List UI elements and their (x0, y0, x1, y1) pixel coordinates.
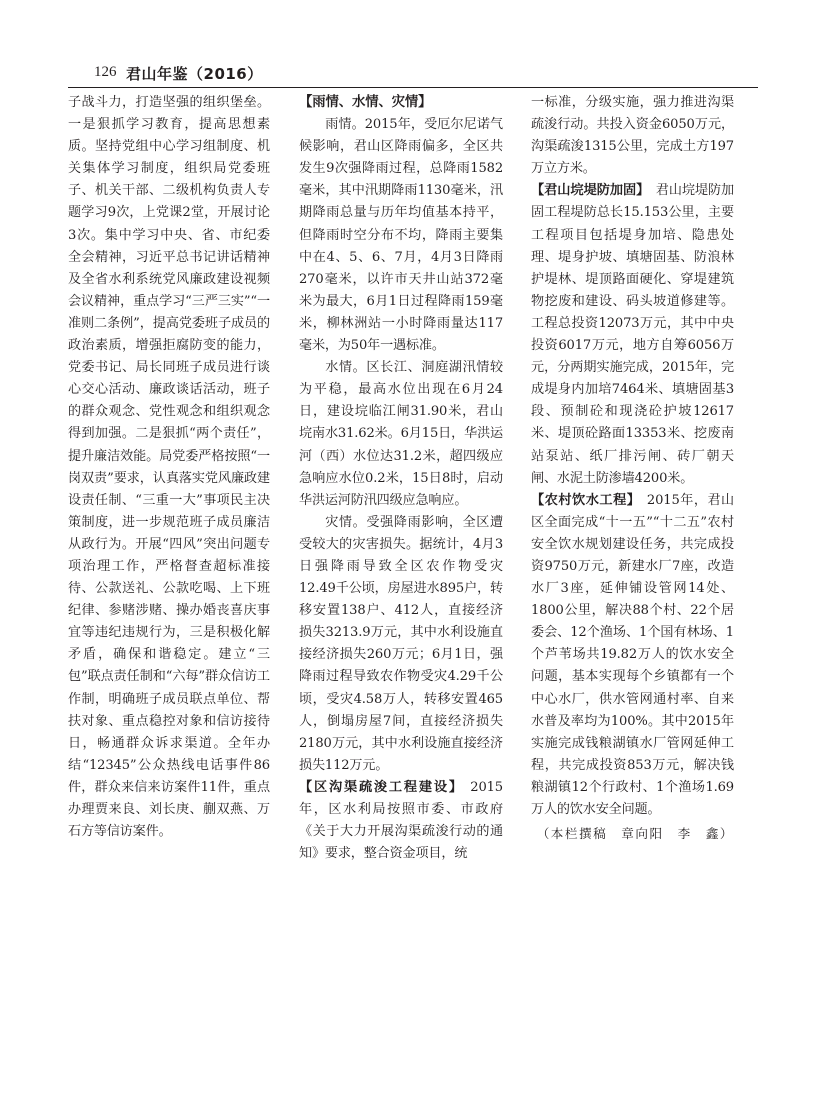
author-credit: （本栏撰稿 章向阳 李 鑫） (536, 826, 734, 842)
water-paragraph: 水情。区长江、洞庭湖汛情较为平稳，最高水位出现在6月24日，建设垸临江闸31.90米，君山垸南水31.62米。6月15日，华洪运河（西）水位达31.2米，超四级应急响应水位0.2米，15日8时，启动华洪运河防汛四级应急响应。 (299, 360, 503, 508)
column-3 (531, 92, 734, 845)
disaster-paragraph: 灾情。受强降雨影响，全区遭受较大的灾害损失。据统计，4月3日强降雨导致全区农作物受灾12.49千公顷，房屋进水895户，转移安置138户、412人，直接经济损失3213.9万元，其中水利设施直接经济损失260万元；6月1日，强降雨过程导致农作物受灾4.29千公顷，受灾4.58万人，转移安置465人，倒塌房屋7间，直接经济损失2180万元，其中水利设施直接经济损失112万元。 (299, 514, 503, 773)
ditch-dredging-body: 2015年，区水利局按照市委、市政府《关于大力开展沟渠疏浚行动的通知》要求，整合资金项目，统 (299, 779, 503, 862)
ditch-dredging-continued: 一标准，分级实施，强力推进沟渠疏浚行动。共投入资金6050万元，沟渠疏浚1315公里，完成土方197万立方米。 (531, 95, 734, 177)
drinking-water-body: 2015年，君山区全面完成“十一五”“十二五”农村安全饮水规划建设任务，共完成投资9750万元，新建水厂7座，改造水厂3座，延伸铺设管网14处、1800公里，解决88个村、22个居委会、12个渔场、1个国有林场、1个芦苇场共19.82万人的饮水安全问题，基本实现每个乡镇都有一个中心水厂，供水管网通村率、自来水普及率均为100%。其中2015年实施完成钱粮湖镇水厂管网延伸工程，共完成投资853万元，解决钱粮湖镇12个行政村、1个渔场1.69万人的饮水安全问题。 (531, 492, 734, 817)
section-title-rural-drinking-water: 【农村饮水工程】 (531, 492, 641, 508)
header-rule (68, 87, 758, 88)
ditch-dredging-section (299, 777, 503, 865)
drinking-water-section (531, 490, 734, 821)
section-title-ditch-dredging: 【区沟渠疏浚工程建设】 (299, 779, 464, 795)
rain-paragraph: 雨情。2015年，受厄尔尼诺气候影响，君山区降雨偏多，全区共发生9次强降雨过程，总降雨1582毫米，其中汛期降雨1130毫米，汛期降雨总量与历年均值基本持平，但降雨时空分布不均，降雨主要集中在4、5、6、7月，4月3日降雨270毫米，以许市天井山站372毫米为最大，6月1日过程降雨159毫米，柳林洲站一小时降雨量达117毫米，为50年一遇标准。 (299, 117, 503, 354)
levee-section (531, 180, 734, 489)
column-2 (299, 92, 503, 865)
running-header (68, 62, 748, 88)
party-building-paragraph: 子战斗力，打造坚强的组织堡垒。一是狠抓学习教育，提高思想素质。坚持党组中心学习组制度、机关集体学习制度，组织局党委班子、机关干部、二级机构负责人专题学习9次，上党课2堂，开展讨论3次。集中学习中央、省、市纪委全会精神，习近平总书记讲话精神及全省水利系统党风廉政建设视频会议精神，重点学习“三严三实”“一准则二条例”，提高党委班子成员的政治素质，增强拒腐防变的能力，党委书记、局长同班子成员进行谈心交心活动、廉政谈话活动，班子的群众观念、党性观念和组织观念得到加强。二是狠抓“两个责任”，提升廉洁效能。局党委严格按照“一岗双责”要求，认真落实党风廉政建设责任制、“三重一大”事项民主决策制度，进一步规范班子成员廉洁从政行为。开展“四风”突出问题专项治理工作，严格督查超标准接待、公款送礼、公款吃喝、上下班纪律、参赌涉赌、操办婚丧喜庆事宜等违纪违规行为，三是积极化解矛盾，确保和谐稳定。建立“三包”联点责任制和“六每”群众信访工作制，明确班子成员联点单位、帮扶对象、重点稳控对象和信访接待日，畅通群众诉求渠道。全年办结“12345”公众热线电话事件86件，群众来信来访案件11件，重点办理贾来良、刘长庚、蒯双燕、万石方等信访案件。 (68, 95, 270, 840)
levee-body: 君山垸堤防加固工程堤防总长15.153公里，主要工程项目包括堤身加培、隐患处理、堤身护坡、填塘固基、防浪林护堤林、堤顶路面硬化、穿堤建筑物挖废和建设、码头坡道修建等。工程总投资12073万元，其中中央投资6017万元，地方自筹6056万元，分两期实施完成，2015年，完成堤身内加培7464米、填塘固基3段、预制砼和现浇砼护坡12617米、堤顶砼路面13353米、挖废南站泵站、纸厂排污闸、砖厂朝天闸、水泥土防渗墙4200米。 (531, 183, 734, 486)
section-title-levee-reinforcement: 【君山垸堤防加固】 (531, 183, 650, 199)
book-title: 君山年鉴（2016） (126, 65, 263, 83)
section-title-rain-water-disaster: 【雨情、水情、灾情】 (299, 95, 432, 110)
column-1 (68, 92, 270, 843)
page-number: 126 (94, 64, 117, 80)
